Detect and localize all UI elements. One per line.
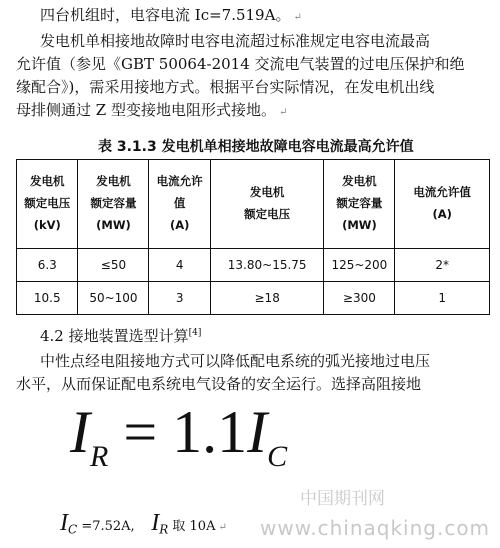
table-cell: ≤50	[78, 249, 149, 282]
table-row	[17, 282, 490, 315]
table-row	[17, 249, 490, 282]
formula-eq: = 1.1	[123, 399, 248, 465]
ir-value: 取 10A	[172, 519, 216, 534]
table-header-cell: 发电机 额定电压	[210, 160, 324, 249]
result-line	[60, 510, 227, 537]
return-mark-icon: ↵	[293, 12, 302, 23]
formula-rhs-sub: C	[267, 440, 288, 473]
ic-value: =7.52A,	[81, 519, 135, 534]
table-header-cell: 电流允许值 (A)	[149, 160, 210, 249]
table-cell: 4	[149, 249, 210, 282]
para-line-2: 发电机单相接地故障时电容电流超过标准规定电容电流最高	[40, 32, 431, 50]
ir-sub: R	[159, 522, 169, 537]
section-heading: 4.2 接地装置选型计算[4]	[40, 327, 202, 345]
table-cell: 50~100	[78, 282, 149, 315]
ir-symbol: I	[151, 510, 160, 536]
formula	[70, 399, 288, 473]
spec-table	[16, 159, 490, 315]
para-line-4: 缘配合》)，需采用接地方式。根据平台实际情况，在发电机出线	[16, 78, 435, 96]
table-cell: 1	[395, 282, 490, 315]
table-header-row	[17, 160, 490, 249]
table-cell: ≥18	[210, 282, 324, 315]
formula-lhs: I	[70, 399, 90, 465]
table-cell: 2*	[395, 249, 490, 282]
table-cell: 6.3	[17, 249, 78, 282]
para-line-3: 允许值（参见《GBT 50064-2014 交流电气装置的过电压保护和绝	[16, 55, 465, 73]
table-cell: 3	[149, 282, 210, 315]
para-line-5: 母排侧通过 Z 型变接地电阻形式接地。 ↵	[16, 101, 288, 119]
citation-ref: [4]	[188, 328, 202, 338]
section-line-2: 水平，从而保证配电系统电气设备的安全运行。选择高阻接地	[16, 375, 422, 393]
table-header-cell: 电流允许值 (A)	[395, 160, 490, 249]
table-header-cell: 发电机 额定容量 (MW)	[324, 160, 395, 249]
watermark-url: www.chinaqking.com	[260, 516, 491, 540]
table-cell: 13.80~15.75	[210, 249, 324, 282]
formula-lhs-sub: R	[89, 440, 109, 473]
table-header-cell: 发电机 额定容量 (MW)	[78, 160, 149, 249]
table-caption: 表 3.1.3 发电机单相接地故障电容电流最高允许值	[98, 139, 414, 155]
return-mark-icon: ↵	[278, 107, 288, 118]
table-header-cell: 发电机 额定电压 (kV)	[17, 160, 78, 249]
table-cell: 10.5	[17, 282, 78, 315]
ic-sub: C	[68, 522, 78, 537]
formula-rhs: I	[247, 399, 268, 465]
table-cell: 125~200	[324, 249, 395, 282]
table-cell: ≥300	[324, 282, 395, 315]
watermark-cn: 中国期刊网	[300, 489, 385, 509]
ic-symbol: I	[60, 510, 68, 536]
section-line-1: 中性点经电阻接地方式可以降低配电系统的弧光接地过电压	[40, 352, 431, 370]
return-mark-icon: ↵	[218, 522, 227, 533]
para-line-1: 四台机组时，电容电流 Ic=7.519A。 ↵	[40, 6, 302, 24]
